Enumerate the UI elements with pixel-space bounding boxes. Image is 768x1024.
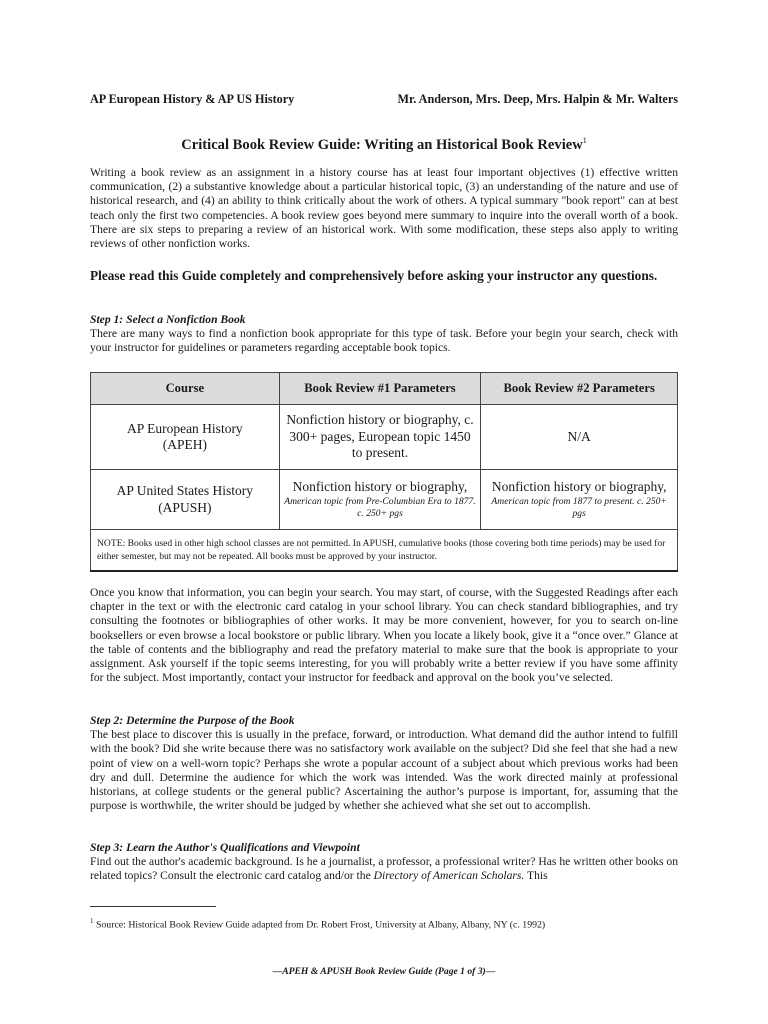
review1-cell bbox=[279, 405, 481, 470]
step3-text: Find out the author's academic background. Is he a journalist, a professor, a professional writer? Has he written other books on related topics? Consult the electronic card catalog and/or the bbox=[90, 855, 678, 883]
table-row bbox=[91, 470, 678, 530]
footnote-mark: 1 bbox=[90, 917, 94, 925]
step1-text: There are many ways to find a nonfiction book appropriate for this type of task. Before your begin your search, check with your instructor for guidelines or parameters regarding acceptable book topics. bbox=[90, 327, 678, 355]
course-abbrev: (APUSH) bbox=[158, 499, 212, 515]
table-row bbox=[91, 405, 678, 470]
table-note: NOTE: Books used in other high school classes are not permitted. In APUSH, cumulative books (those covering both time periods) may be used for either semester, but may not be repeated. All books must be approved by your instructor. bbox=[91, 530, 678, 572]
step3-italic-title: Directory of American Scholars. bbox=[373, 869, 525, 883]
review1-detail: American topic from Pre-Columbian Era to 1877. c. 250+ pgs bbox=[284, 495, 476, 519]
step1-heading: Step 1: Select a Nonfiction Book bbox=[90, 313, 246, 326]
table-header-row bbox=[91, 373, 678, 405]
step3-heading: Step 3: Learn the Author's Qualifications and Viewpoint bbox=[90, 841, 360, 854]
course-cell bbox=[91, 405, 280, 470]
footnote-text: Source: Historical Book Review Guide adapted from Dr. Robert Frost, University at Albany, Albany, NY (c. 1992) bbox=[93, 919, 546, 931]
review2-main: N/A bbox=[567, 428, 591, 444]
review1-main: Nonfiction history or biography, bbox=[292, 479, 468, 495]
header-course: Course bbox=[91, 373, 280, 405]
step3-section bbox=[90, 841, 678, 884]
review2-detail: American topic from 1877 to present. c. 250+ pgs bbox=[491, 495, 667, 519]
review2-cell bbox=[481, 405, 678, 470]
title-text: Critical Book Review Guide: Writing an Historical Book Review bbox=[181, 136, 583, 153]
header-review1: Book Review #1 Parameters bbox=[279, 373, 481, 405]
step2-section bbox=[90, 714, 678, 813]
header-review2: Book Review #2 Parameters bbox=[481, 373, 678, 405]
page-header bbox=[90, 92, 678, 107]
course-name: AP United States History bbox=[116, 483, 254, 498]
course-header: AP European History & AP US History bbox=[90, 92, 295, 106]
review1-main: Nonfiction history or biography, c. 300+ pages, European topic 1450 to present. bbox=[286, 412, 474, 461]
page-footer: —APEH & APUSH Book Review Guide (Page 1 of 3)— bbox=[272, 966, 496, 977]
step3-text-end: This bbox=[524, 869, 548, 883]
course-name: AP European History bbox=[126, 420, 243, 436]
review2-main: Nonfiction history or biography, bbox=[491, 479, 667, 495]
footnote-divider bbox=[90, 906, 216, 907]
review1-cell bbox=[279, 470, 481, 530]
footnote bbox=[90, 917, 545, 930]
table-note-row bbox=[91, 530, 678, 572]
step2-heading: Step 2: Determine the Purpose of the Book bbox=[90, 714, 295, 727]
lead-instruction: Please read this Guide completely and comprehensively before asking your instructor any questions. bbox=[90, 268, 658, 283]
review2-cell bbox=[481, 470, 678, 530]
title-footnote-mark: 1 bbox=[582, 136, 587, 145]
step1-section bbox=[90, 313, 678, 356]
teachers-header: Mr. Anderson, Mrs. Deep, Mrs. Halpin & Mr. Walters bbox=[397, 92, 678, 106]
after-table-paragraph: Once you know that information, you can begin your search. You may start, of course, with the Suggested Readings after each chapter in the text or with the electronic card catalog in your school library. You can check standard bibliographies, and try consulting the footnotes or bibliographies of other works. It may be more convenient, however, for you to search on-line booksellers or even browse a local bookstore or public library. When you locate a likely book, give it a “once over.” Glance at the table of contents and the bibliography and read the prefatory material to make sure that the book is appropriate to your assignment. Ask yourself if the topic seems interesting, for you will probably write a better review if you have some affinity for the subject. Most importantly, contact your instructor for feedback and approval on the book you’ve selected. bbox=[90, 586, 678, 685]
intro-paragraph: Writing a book review as an assignment in a history course has at least four important objectives (1) effective written communication, (2) a substantive knowledge about a particular historical topic, (3) an understanding of the nature and use of historical research, and (4) an ability to think critically about the work of others. A typical summary "book report" can at best teach only the first two competencies. A book review goes beyond mere summary to inquire into the overall worth of a book. There are six steps to preparing a review of an historical work. With some modification, these steps also apply to writing reviews of other nonfiction works. bbox=[90, 166, 678, 251]
page-title bbox=[90, 136, 678, 154]
course-abbrev: (APEH) bbox=[162, 437, 207, 452]
course-cell bbox=[91, 470, 280, 530]
parameters-table bbox=[90, 372, 678, 572]
step2-text: The best place to discover this is usually in the preface, forward, or introduction. What demand did the author intend to fulfill with the book? Did she write because there was no satisfactory work available on the subject? Did she feel that she had a new point of view on a well-worn topic? Perhaps she wrote a popular account of a subject about which previous works had been dry and dull. Determine the audience for which the work was intended. Was the work directed mainly at professional historians, at college students or the general public? Ascertaining the author’s purpose is important, for, assuming that the purpose is worthwhile, the writer should be judged by whether she achieved what she set out to accomplish. bbox=[90, 728, 678, 813]
